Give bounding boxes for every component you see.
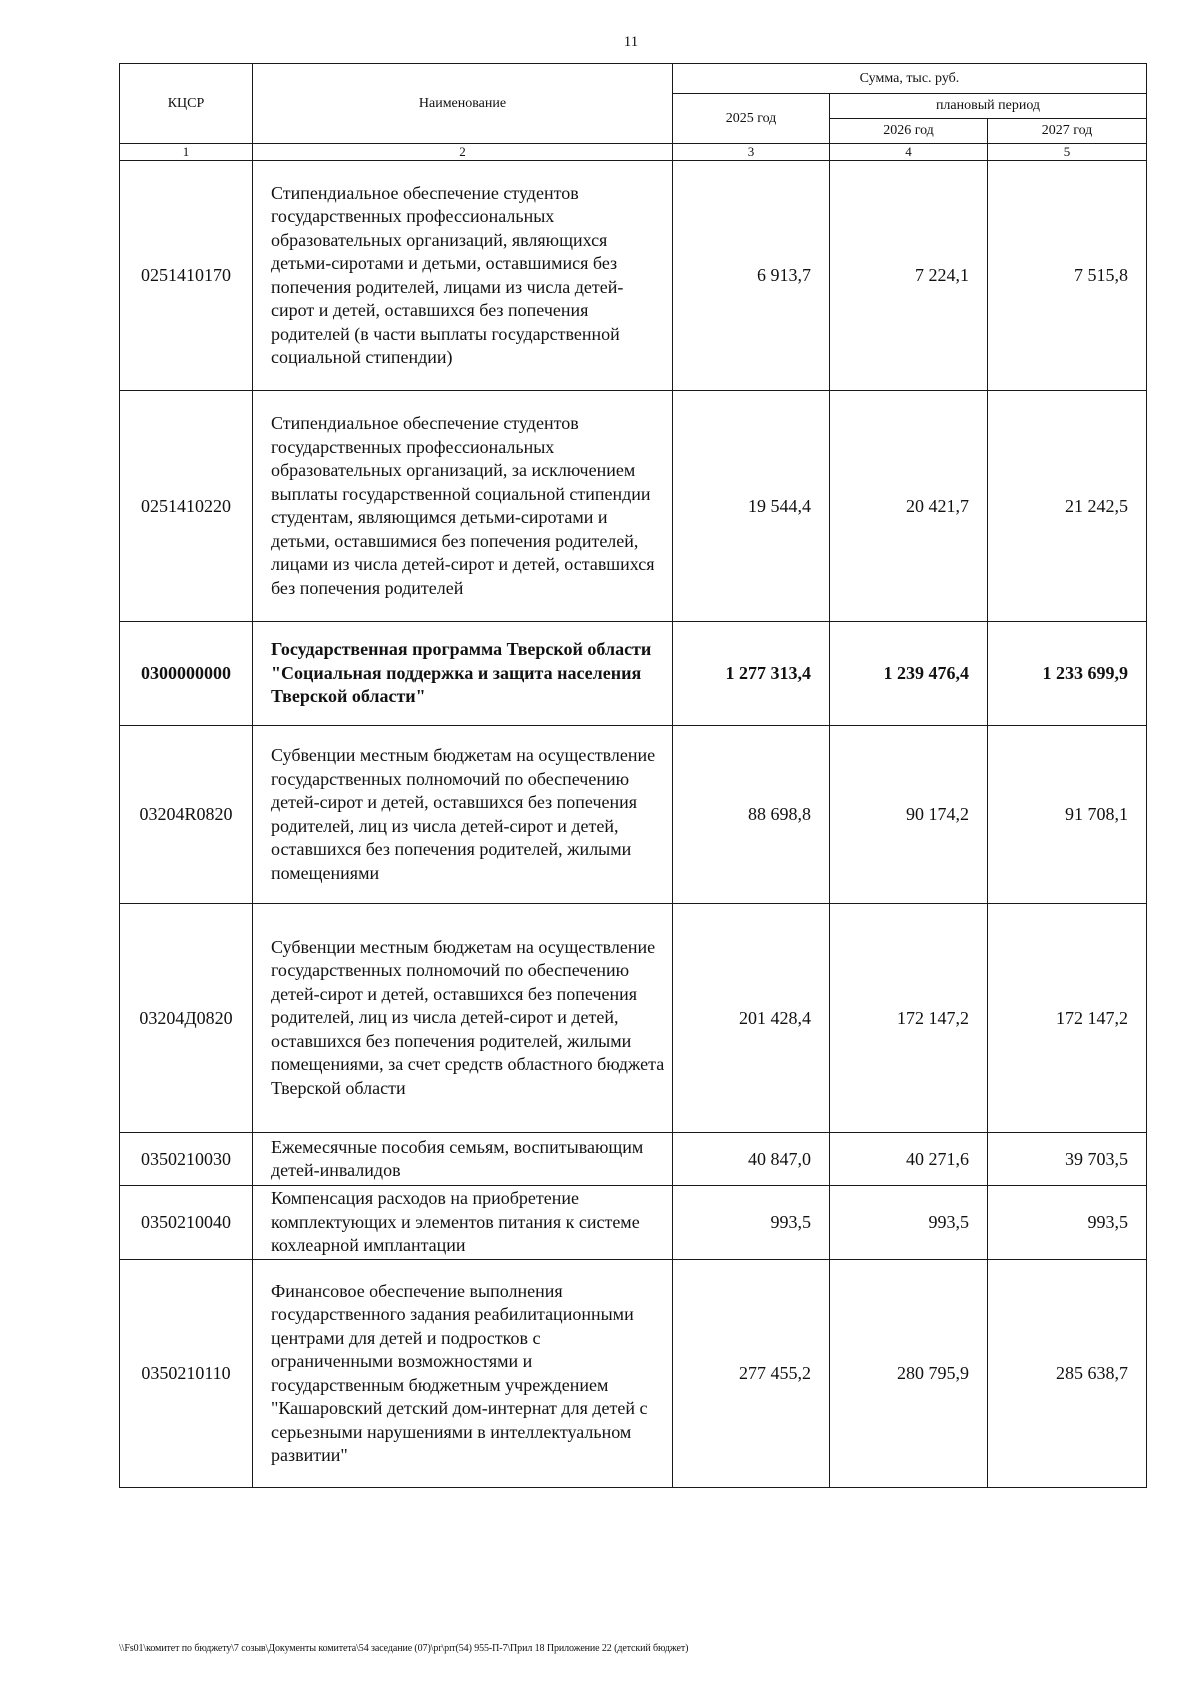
budget-table <box>119 63 1147 1488</box>
table-row <box>120 622 1147 726</box>
row-value-2027: 39 703,5 <box>988 1133 1147 1186</box>
column-numbers-row <box>120 144 1147 161</box>
table-row <box>120 904 1147 1133</box>
row-name: Финансовое обеспечение выполнения государственного задания реабилитационными центрами для детей и подростков с ограниченными возможностями и государственным бюджетным учреждением "Кашаровский детский дом-интернат для детей с серьезными нарушениями в интеллектуальном развитии" <box>253 1260 673 1488</box>
table-row <box>120 1133 1147 1186</box>
row-name: Субвенции местным бюджетам на осуществление государственных полномочий по обеспечению детей-сирот и детей, оставшихся без попечения родителей, лиц из числа детей-сирот и детей, оставшихся без попечения родителей, жилыми помещениями, за счет средств областного бюджета Тверской области <box>253 904 673 1133</box>
column-number: 4 <box>830 144 988 161</box>
header-name: Наименование <box>253 64 673 144</box>
row-value-2026: 90 174,2 <box>830 726 988 904</box>
row-code: 0251410170 <box>120 161 253 391</box>
row-value-2025: 40 847,0 <box>673 1133 830 1186</box>
row-value-2026: 7 224,1 <box>830 161 988 391</box>
table-row <box>120 726 1147 904</box>
row-value-2025: 201 428,4 <box>673 904 830 1133</box>
table-row <box>120 1186 1147 1260</box>
row-code: 03204R0820 <box>120 726 253 904</box>
row-value-2027: 172 147,2 <box>988 904 1147 1133</box>
column-number: 1 <box>120 144 253 161</box>
header-planned-period: плановый период <box>830 94 1147 119</box>
row-value-2025: 88 698,8 <box>673 726 830 904</box>
row-value-2026: 993,5 <box>830 1186 988 1260</box>
row-value-2026: 1 239 476,4 <box>830 622 988 726</box>
row-name: Стипендиальное обеспечение студентов государственных профессиональных образовательных организаций, за исключением выплаты государственной социальной стипендии студентам, являющимся детьми-сиротами и детьми, оставшимися без попечения родителей, лицами из числа детей-сирот и детей, оставшихся без попечения родителей <box>253 391 673 622</box>
column-number: 2 <box>253 144 673 161</box>
header-sum: Сумма, тыс. руб. <box>673 64 1147 94</box>
row-code: 0350210040 <box>120 1186 253 1260</box>
row-code: 0300000000 <box>120 622 253 726</box>
row-name: Компенсация расходов на приобретение комплектующих и элементов питания к системе кохлеарной имплантации <box>253 1186 673 1260</box>
row-value-2026: 20 421,7 <box>830 391 988 622</box>
header-code: КЦСР <box>120 64 253 144</box>
row-value-2025: 6 913,7 <box>673 161 830 391</box>
row-value-2027: 7 515,8 <box>988 161 1147 391</box>
row-value-2027: 21 242,5 <box>988 391 1147 622</box>
column-number: 5 <box>988 144 1147 161</box>
row-value-2025: 19 544,4 <box>673 391 830 622</box>
row-name: Стипендиальное обеспечение студентов государственных профессиональных образовательных организаций, являющихся детьми-сиротами и детьми, оставшимися без попечения родителей, лицами из числа детей-сирот и детей, оставшихся без попечения родителей (в части выплаты государственной социальной стипендии) <box>253 161 673 391</box>
row-name: Ежемесячные пособия семьям, воспитывающим детей-инвалидов <box>253 1133 673 1186</box>
row-value-2026: 40 271,6 <box>830 1133 988 1186</box>
row-code: 0350210030 <box>120 1133 253 1186</box>
page-number: 11 <box>623 34 639 50</box>
row-value-2026: 280 795,9 <box>830 1260 988 1488</box>
table-row <box>120 1260 1147 1488</box>
row-name: Субвенции местным бюджетам на осуществление государственных полномочий по обеспечению детей-сирот и детей, оставшихся без попечения родителей, лиц из числа детей-сирот и детей, оставшихся без попечения родителей, жилыми помещениями <box>253 726 673 904</box>
row-value-2027: 285 638,7 <box>988 1260 1147 1488</box>
row-code: 03204Д0820 <box>120 904 253 1133</box>
row-value-2027: 91 708,1 <box>988 726 1147 904</box>
row-value-2027: 1 233 699,9 <box>988 622 1147 726</box>
row-name: Государственная программа Тверской области "Социальная поддержка и защита населения Тверской области" <box>253 622 673 726</box>
row-value-2025: 1 277 313,4 <box>673 622 830 726</box>
row-code: 0350210110 <box>120 1260 253 1488</box>
header-year-2026: 2026 год <box>830 119 988 144</box>
row-value-2025: 277 455,2 <box>673 1260 830 1488</box>
footer-file-path: \\Fs01\комитет по бюджету\7 созыв\Документы комитета\54 заседание (07)\pr\prr(54) 955-П-7\Прил 18 Приложение 22 (детский бюджет) <box>119 1643 689 1654</box>
row-value-2026: 172 147,2 <box>830 904 988 1133</box>
header-year-2025: 2025 год <box>673 94 830 144</box>
row-value-2025: 993,5 <box>673 1186 830 1260</box>
column-number: 3 <box>673 144 830 161</box>
row-value-2027: 993,5 <box>988 1186 1147 1260</box>
header-year-2027: 2027 год <box>988 119 1147 144</box>
table-row <box>120 161 1147 391</box>
table-row <box>120 391 1147 622</box>
row-code: 0251410220 <box>120 391 253 622</box>
